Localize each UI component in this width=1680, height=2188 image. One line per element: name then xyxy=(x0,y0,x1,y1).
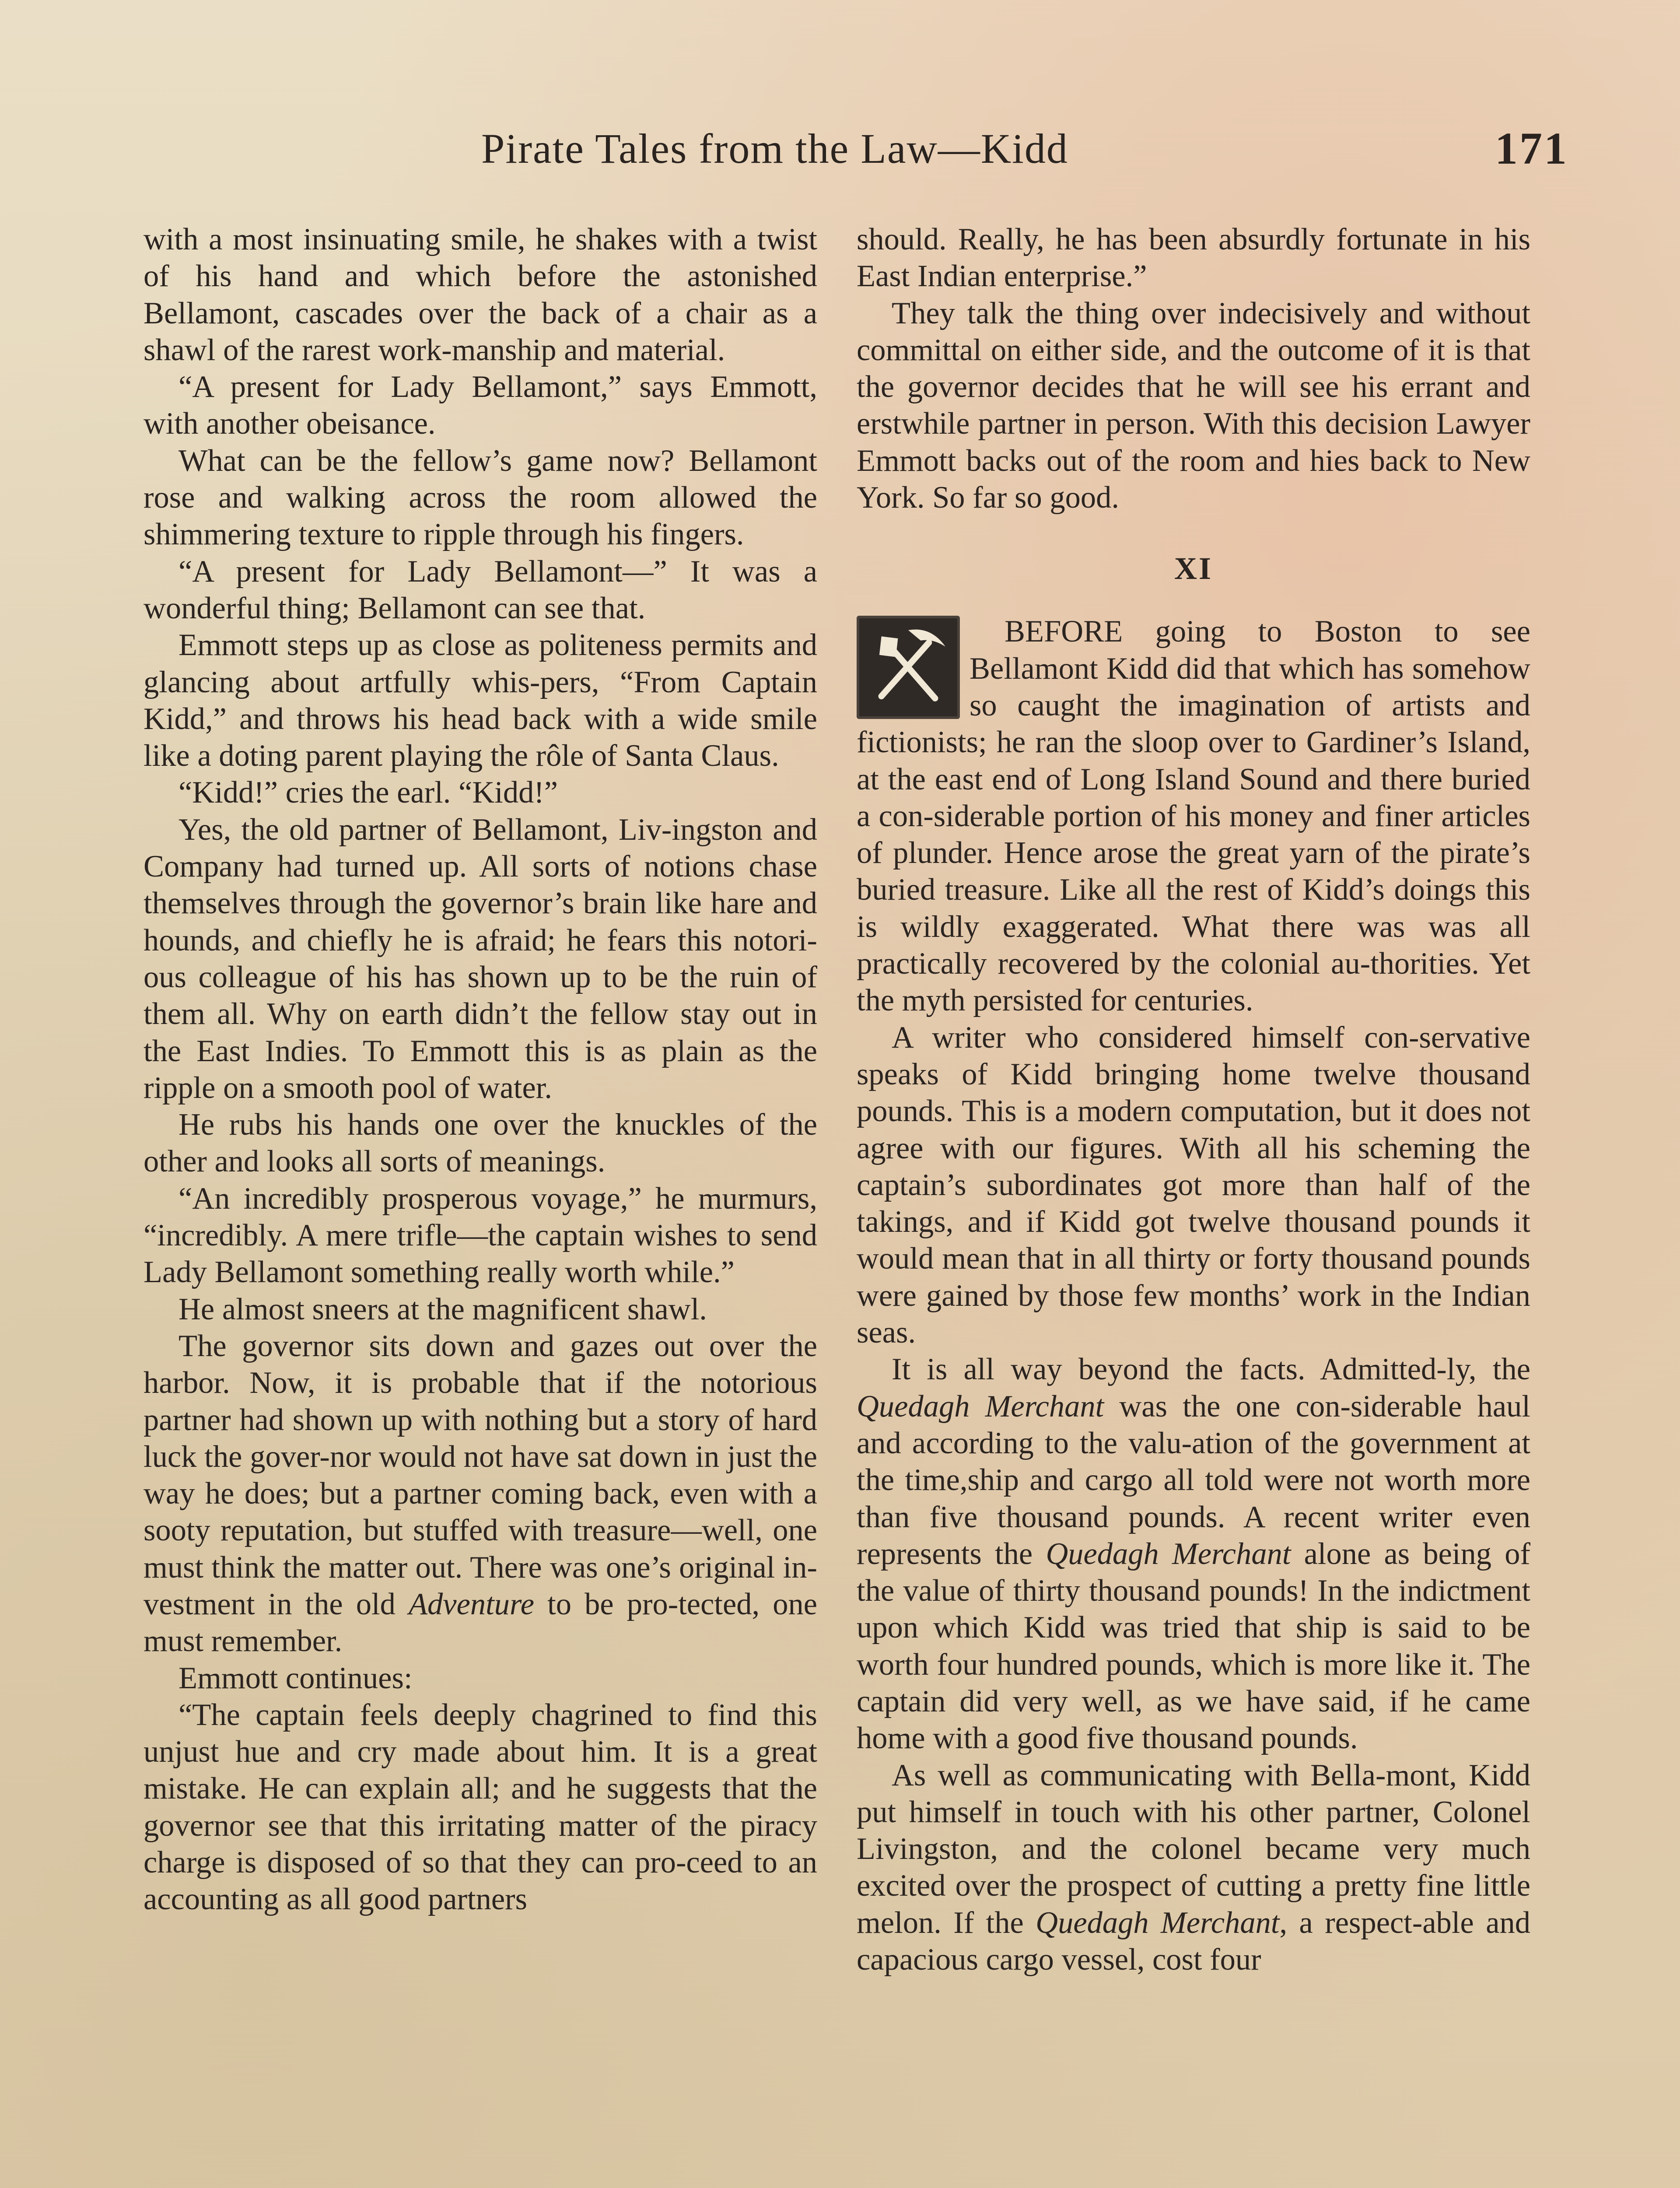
text-run: It is all way beyond the facts. Admitted-ly, the xyxy=(892,1352,1530,1387)
paragraph: “A present for Lady Bellamont—” It was a wonderful thing; Bellamont can see that. xyxy=(144,554,817,625)
ship-name: Quedagh Merchant xyxy=(1046,1536,1291,1571)
running-head: Pirate Tales from the Law—Kidd xyxy=(481,125,1068,172)
right-column xyxy=(857,221,1530,1978)
text-run: to be pro-tected, one must remember. xyxy=(144,1587,817,1659)
paragraph xyxy=(857,1757,1530,1978)
paragraph xyxy=(144,1328,817,1660)
ship-name: Quedagh Merchant xyxy=(1036,1905,1280,1940)
paragraph xyxy=(857,1351,1530,1757)
ship-name: Adventure xyxy=(408,1587,535,1621)
page-number: 171 xyxy=(1495,123,1568,174)
paragraph: He rubs his hands one over the knuckles of the other and looks all sorts of meanings. xyxy=(144,1108,817,1179)
paragraph: “Kidd!” cries the earl. “Kidd!” xyxy=(178,775,558,810)
page-header xyxy=(0,118,1680,184)
paragraph: Emmott steps up as close as politeness permits and glancing about artfully whis-pers, “From Captain Kidd,” and throws his head back with a wide smile like a doting parent playing the rôle of Santa Claus. xyxy=(144,628,817,773)
left-column xyxy=(144,221,817,1918)
crossed-pickaxe-shovel-icon xyxy=(857,616,960,719)
section-number: XI xyxy=(1174,551,1213,586)
text-run: was the one con-siderable haul and according to the valu-ation of the government at the time,ship and cargo all told were not worth more than five thousand pounds. A recent writer even represents the xyxy=(857,1389,1530,1571)
text-run: As well as communicating with Bella-mont, Kidd put himself in touch with his other partner, Colonel Livingston, and the colonel became very much excited over the prospect of cutting a pretty fine little melon. If the xyxy=(857,1758,1530,1940)
text-run: alone as being of the value of thirty thousand pounds! In the indictment upon which Kidd was tried that ship is said to be worth four hundred pounds, which is more like it. The captain did very well, as we have said, if he came home with a good five thousand pounds. xyxy=(857,1536,1530,1756)
paragraph: “The captain feels deeply chagrined to find this unjust hue and cry made about him. It is a great mistake. He can explain all; and he suggests that the governor see that this irritating matter of the piracy charge is disposed of so that they can pro-ceed to an accounting as all good partners xyxy=(144,1697,817,1917)
paragraph: with a most insinuating smile, he shakes with a twist of his hand and which before the astonished Bellamont, cascades over the back of a chair as a shawl of the rarest work-manship and material. xyxy=(144,222,817,367)
ship-name: Quedagh Merchant xyxy=(857,1389,1104,1424)
paragraph: What can be the fellow’s game now? Bellamont rose and walking across the room allowed the shimmering texture to ripple through his fingers. xyxy=(144,443,817,552)
paragraph: “A present for Lady Bellamont,” says Emmott, with another obeisance. xyxy=(144,370,817,441)
paragraph: “An incredibly prosperous voyage,” he murmurs, “incredibly. A mere trifle—the captain wishes to send Lady Bellamont something really worth while.” xyxy=(144,1181,817,1290)
paragraph: A writer who considered himself con-servative speaks of Kidd bringing home twelve thousand pounds. This is a modern computation, but it does not agree with our figures. With all his scheming the captain’s subordinates got more than half of the takings, and if Kidd got twelve thousand pounds it would mean that in all thirty or forty thousand pounds were gained by those few months’ work in the Indian seas. xyxy=(857,1020,1530,1350)
paragraph: BEFORE going to Boston to see Bellamont Kidd did that which has somehow so caught the imagination of artists and fictionists; he ran the sloop over to Gardiner’s Island, at the east end of Long Island Sound and there buried a con-siderable portion of his money and finer articles of plunder. Hence arose the great yarn of the pirate’s buried treasure. Like all the rest of Kidd’s doings this is wildly exaggerated. What there was was all practically recovered by the colonial au-thorities. Yet the myth persisted for centuries. xyxy=(857,614,1530,1018)
paragraph: They talk the thing over indecisively and without committal on either side, and the outcome of it is that the governor decides that he will see his errant and erstwhile partner in person. With this decision Lawyer Emmott backs out of the room and hies back to New York. So far so good. xyxy=(857,296,1530,515)
text-run: , a respect-able and capacious cargo vessel, cost four xyxy=(857,1905,1530,1977)
section-opening xyxy=(857,613,1530,1019)
paragraph: Emmott continues: xyxy=(178,1661,413,1695)
text-run: The governor sits down and gazes out over the harbor. Now, it is probable that if the notorious partner had shown up with nothing but a story of hard luck the gover-nor would not have sat down in just the way he does; but a partner coming back, even with a sooty reputation, but stuffed with treasure—well, one must think the matter out. There was one’s original in-vestment in the old xyxy=(144,1329,817,1621)
paragraph: He almost sneers at the magnificent shawl. xyxy=(178,1292,707,1326)
paragraph: should. Really, he has been absurdly fortunate in his East Indian enterprise.” xyxy=(857,222,1530,294)
paragraph: Yes, the old partner of Bellamont, Liv-ingston and Company had turned up. All sorts of notions chase themselves through the governor’s brain like hare and hounds, and chiefly he is afraid; he fears this notori-ous colleague of his has shown up to be the ruin of them all. Why on earth didn’t the fellow stay out in the East Indies. To Emmott this is as plain as the ripple on a smooth pool of water. xyxy=(144,812,817,1105)
